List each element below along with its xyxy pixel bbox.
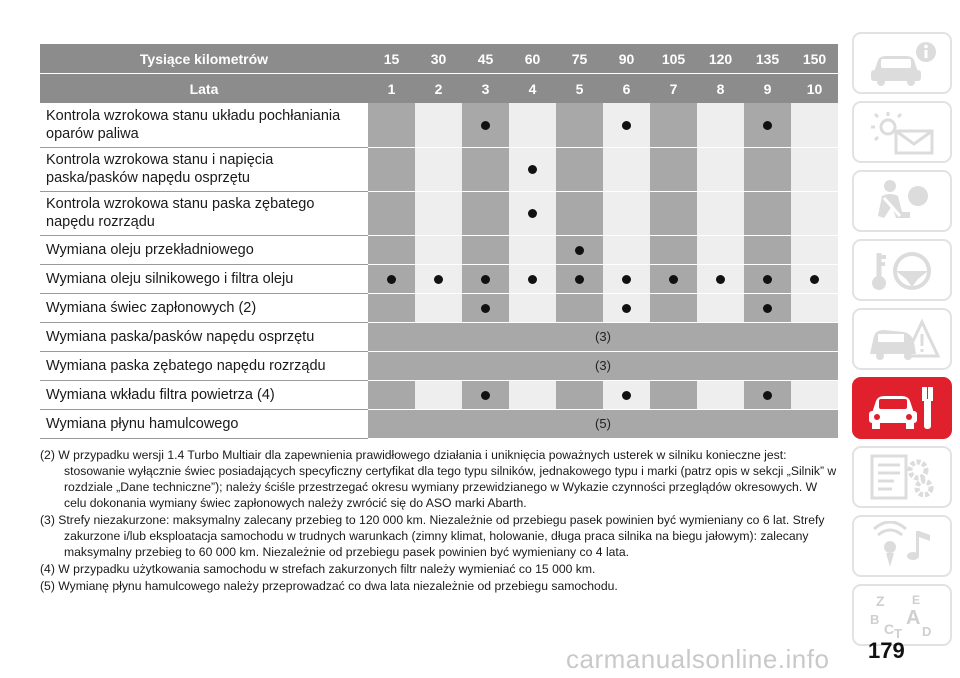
table-row bbox=[40, 380, 838, 409]
table-row bbox=[40, 191, 838, 235]
interval-cell bbox=[744, 293, 791, 322]
chapter-tab-emergency[interactable] bbox=[852, 308, 952, 370]
operation-label-line: Wymiana wkładu filtra powietrza (4) bbox=[46, 386, 275, 403]
interval-cell bbox=[697, 147, 744, 191]
chapter-tab-dashboard[interactable] bbox=[852, 32, 952, 94]
year-header-cell: 5 bbox=[556, 74, 603, 104]
year-header-cell: 7 bbox=[650, 74, 697, 104]
footnote-4: (4) W przypadku użytkowania samochodu w strefach zakurzonych filtr należy wymieniać co 15 000 km. bbox=[40, 562, 596, 576]
footnote-2: (2) W przypadku wersji 1.4 Turbo Multiair dla zapewnienia prawidłowego działania i uniknięcia poważnych usterek w silniku konieczne jest: stosowanie wyłącznie świec posiadających specyficzny certyfikat dla tego typu silników, jednakowego typu i marki (patrz opis w sekcji „Silnik” w rozdziale „Dane techniczne”); należy ściśle przestrzegać okresu wymiany przewidzianego w Wykazie czynności przeglądów okresowych. W celu dokonania wymiany świec zapłonowych należy zwrócić się do ASO marki Abarth. bbox=[40, 448, 837, 510]
interval-cell bbox=[603, 380, 650, 409]
operation-label bbox=[40, 264, 368, 293]
operation-label bbox=[40, 380, 368, 409]
interval-cell bbox=[697, 264, 744, 293]
interval-cell bbox=[603, 264, 650, 293]
table-row bbox=[40, 351, 838, 380]
key-steering-wheel-icon bbox=[862, 245, 942, 295]
header-row-kilometers bbox=[40, 44, 838, 74]
interval-cell bbox=[603, 235, 650, 264]
interval-cell bbox=[791, 191, 838, 235]
interval-cell bbox=[650, 380, 697, 409]
operation-label-line: Kontrola wzrokowa stanu i napięcia bbox=[46, 152, 274, 168]
interval-cell bbox=[697, 103, 744, 147]
interval-cell bbox=[509, 293, 556, 322]
index-letter: A bbox=[906, 607, 921, 629]
interval-cell bbox=[556, 293, 603, 322]
operation-label bbox=[40, 322, 368, 351]
airbag-seatbelt-icon bbox=[862, 176, 942, 226]
interval-cell bbox=[462, 103, 509, 147]
scheduled-dot bbox=[481, 275, 490, 284]
year-header-cell: 8 bbox=[697, 74, 744, 104]
scheduled-dot bbox=[481, 304, 490, 313]
scheduled-dot bbox=[575, 246, 584, 255]
interval-cell bbox=[556, 103, 603, 147]
interval-cell bbox=[744, 191, 791, 235]
interval-cell bbox=[697, 191, 744, 235]
scheduled-dot bbox=[481, 391, 490, 400]
interval-cell bbox=[603, 103, 650, 147]
interval-cell bbox=[556, 191, 603, 235]
year-header-cell: 2 bbox=[415, 74, 462, 104]
operation-label-line: oparów paliwa bbox=[46, 125, 139, 142]
index-letter: T bbox=[894, 626, 902, 640]
interval-cell bbox=[791, 293, 838, 322]
year-header-cell: 9 bbox=[744, 74, 791, 104]
interval-cell bbox=[603, 191, 650, 235]
table-row bbox=[40, 293, 838, 322]
km-header-cell: 105 bbox=[650, 44, 697, 74]
scheduled-dot bbox=[763, 391, 772, 400]
footnote-3: (3) Strefy niezakurzone: maksymalny zalecany przebieg to 120 000 km. Niezależnie od przebiegu pasek powinien być wymieniany co 6 lat. Strefy zakurzone i/lub eksploatacja samochodu w trudnych warunkach (zimny klimat, holowanie, długa praca silnika na biegu jałowym): zalecany maksymalny przebieg to 60 000 km. Niezależnie od przebiegu pasek powinien być wymieniany co 4 lata. bbox=[40, 513, 825, 559]
interval-cell bbox=[509, 264, 556, 293]
interval-cell bbox=[603, 147, 650, 191]
km-header-cell: 15 bbox=[368, 44, 415, 74]
km-header-cell: 60 bbox=[509, 44, 556, 74]
operation-label-line: Wymiana oleju silnikowego i filtra oleju bbox=[46, 270, 294, 287]
interval-cell bbox=[744, 103, 791, 147]
interval-cell bbox=[744, 264, 791, 293]
interval-cell bbox=[697, 235, 744, 264]
interval-cell bbox=[415, 235, 462, 264]
km-header-cell: 75 bbox=[556, 44, 603, 74]
scheduled-dot bbox=[528, 275, 537, 284]
year-header-cell: 3 bbox=[462, 74, 509, 104]
chapter-tab-technical-data[interactable] bbox=[852, 446, 952, 508]
interval-cell bbox=[462, 235, 509, 264]
interval-cell bbox=[556, 147, 603, 191]
chapter-tab-safety[interactable] bbox=[852, 170, 952, 232]
year-header-cell: 4 bbox=[509, 74, 556, 104]
header-kilometers-label: Tysiące kilometrów bbox=[40, 44, 368, 74]
operation-label-line: Wymiana paska/pasków napędu osprzętu bbox=[46, 328, 315, 345]
operation-label bbox=[40, 191, 368, 235]
multimedia-note-icon bbox=[862, 521, 942, 571]
interval-cell bbox=[368, 103, 415, 147]
scheduled-dot bbox=[763, 275, 772, 284]
interval-cell bbox=[368, 264, 415, 293]
table-row bbox=[40, 322, 838, 351]
scheduled-dot bbox=[575, 275, 584, 284]
chapter-tabs-sidebar bbox=[852, 32, 954, 653]
table-row bbox=[40, 235, 838, 264]
interval-cell bbox=[509, 103, 556, 147]
km-header-cell: 30 bbox=[415, 44, 462, 74]
interval-cell bbox=[697, 293, 744, 322]
interval-cell bbox=[791, 103, 838, 147]
interval-cell bbox=[509, 147, 556, 191]
interval-cell bbox=[462, 264, 509, 293]
interval-cell bbox=[603, 293, 650, 322]
interval-cell bbox=[462, 191, 509, 235]
scheduled-dot bbox=[622, 121, 631, 130]
operation-label-line: Kontrola wzrokowa stanu paska zębatego bbox=[46, 196, 315, 212]
table-row bbox=[40, 264, 838, 293]
table-row bbox=[40, 147, 838, 191]
year-header-cell: 10 bbox=[791, 74, 838, 104]
operation-label-line: Kontrola wzrokowa stanu układu pochłaniania bbox=[46, 107, 341, 124]
interval-cell bbox=[368, 380, 415, 409]
interval-cell bbox=[509, 191, 556, 235]
km-header-cell: 45 bbox=[462, 44, 509, 74]
footnote-reference-cell: (5) bbox=[368, 409, 838, 438]
scheduled-dot bbox=[481, 121, 490, 130]
interval-cell bbox=[697, 380, 744, 409]
operation-label-line: Wymiana płynu hamulcowego bbox=[46, 415, 239, 432]
interval-cell bbox=[744, 147, 791, 191]
operation-label-line: napędu rozrządu bbox=[46, 214, 155, 230]
interval-cell bbox=[650, 264, 697, 293]
interval-cell bbox=[415, 103, 462, 147]
interval-cell bbox=[556, 235, 603, 264]
interval-cell bbox=[415, 293, 462, 322]
interval-cell bbox=[368, 147, 415, 191]
interval-cell bbox=[791, 264, 838, 293]
interval-cell bbox=[791, 380, 838, 409]
interval-cell bbox=[415, 264, 462, 293]
interval-cell bbox=[650, 103, 697, 147]
interval-cell bbox=[509, 235, 556, 264]
footnote-5: (5) Wymianę płynu hamulcowego należy przeprowadzać co dwa lata niezależnie od przebiegu samochodu. bbox=[40, 579, 618, 593]
interval-cell bbox=[650, 191, 697, 235]
operation-label bbox=[40, 147, 368, 191]
footnote-reference-cell: (3) bbox=[368, 351, 838, 380]
chapter-tab-warning-lights[interactable] bbox=[852, 101, 952, 163]
interval-cell bbox=[462, 293, 509, 322]
operation-label bbox=[40, 235, 368, 264]
interval-cell bbox=[368, 293, 415, 322]
year-header-cell: 1 bbox=[368, 74, 415, 104]
interval-cell bbox=[744, 235, 791, 264]
warning-lights-envelope-icon bbox=[862, 107, 942, 157]
interval-cell bbox=[556, 380, 603, 409]
scheduled-dot bbox=[528, 165, 537, 174]
interval-cell bbox=[791, 147, 838, 191]
schedule-body bbox=[40, 103, 838, 438]
interval-cell bbox=[556, 264, 603, 293]
interval-cell bbox=[744, 380, 791, 409]
scheduled-dot bbox=[434, 275, 443, 284]
table-row bbox=[40, 409, 838, 438]
document-gears-icon bbox=[862, 452, 942, 502]
operation-label bbox=[40, 409, 368, 438]
operation-label bbox=[40, 293, 368, 322]
interval-cell bbox=[462, 380, 509, 409]
maintenance-schedule-table bbox=[40, 44, 838, 439]
chapter-tab-servicing-maintenance[interactable] bbox=[852, 377, 952, 439]
operation-label bbox=[40, 351, 368, 380]
scheduled-dot bbox=[622, 275, 631, 284]
footnote-reference-cell: (3) bbox=[368, 322, 838, 351]
index-letter: B bbox=[870, 612, 880, 627]
chapter-tab-starting-driving[interactable] bbox=[852, 239, 952, 301]
chapter-tab-multimedia[interactable] bbox=[852, 515, 952, 577]
index-letter: Z bbox=[876, 593, 885, 609]
km-header-cell: 120 bbox=[697, 44, 744, 74]
car-info-icon bbox=[862, 38, 942, 88]
interval-cell bbox=[368, 235, 415, 264]
chapter-tab-index[interactable] bbox=[852, 584, 952, 646]
scheduled-dot bbox=[716, 275, 725, 284]
interval-cell bbox=[368, 191, 415, 235]
header-row-years bbox=[40, 74, 838, 104]
operation-label-line: Wymiana oleju przekładniowego bbox=[46, 241, 254, 258]
km-header-cell: 90 bbox=[603, 44, 650, 74]
table-row bbox=[40, 103, 838, 147]
operation-label-line: Wymiana świec zapłonowych (2) bbox=[46, 299, 257, 316]
car-wrench-icon bbox=[862, 383, 942, 433]
index-letter: D bbox=[922, 624, 932, 639]
km-header-cell: 135 bbox=[744, 44, 791, 74]
operation-label-line: Wymiana paska zębatego napędu rozrządu bbox=[46, 357, 326, 374]
watermark: carmanualsonline.info bbox=[566, 644, 830, 674]
scheduled-dot bbox=[763, 304, 772, 313]
interval-cell bbox=[650, 293, 697, 322]
interval-cell bbox=[509, 380, 556, 409]
scheduled-dot bbox=[622, 391, 631, 400]
car-breakdown-icon bbox=[862, 314, 942, 364]
year-header-cell: 6 bbox=[603, 74, 650, 104]
operation-label-line: paska/pasków napędu osprzętu bbox=[46, 170, 250, 186]
scheduled-dot bbox=[528, 209, 537, 218]
scheduled-dot bbox=[622, 304, 631, 313]
scheduled-dot bbox=[669, 275, 678, 284]
interval-cell bbox=[462, 147, 509, 191]
interval-cell bbox=[415, 147, 462, 191]
scheduled-dot bbox=[387, 275, 396, 284]
interval-cell bbox=[415, 191, 462, 235]
index-letter: E bbox=[912, 593, 921, 607]
operation-label bbox=[40, 103, 368, 147]
scheduled-dot bbox=[810, 275, 819, 284]
interval-cell bbox=[650, 235, 697, 264]
alphabet-index-icon bbox=[862, 590, 942, 640]
interval-cell bbox=[415, 380, 462, 409]
index-letter: C bbox=[884, 621, 895, 637]
footnotes bbox=[40, 447, 840, 595]
interval-cell bbox=[650, 147, 697, 191]
scheduled-dot bbox=[763, 121, 772, 130]
header-years-label: Lata bbox=[40, 74, 368, 104]
interval-cell bbox=[791, 235, 838, 264]
page-number: 179 bbox=[868, 638, 905, 663]
km-header-cell: 150 bbox=[791, 44, 838, 74]
